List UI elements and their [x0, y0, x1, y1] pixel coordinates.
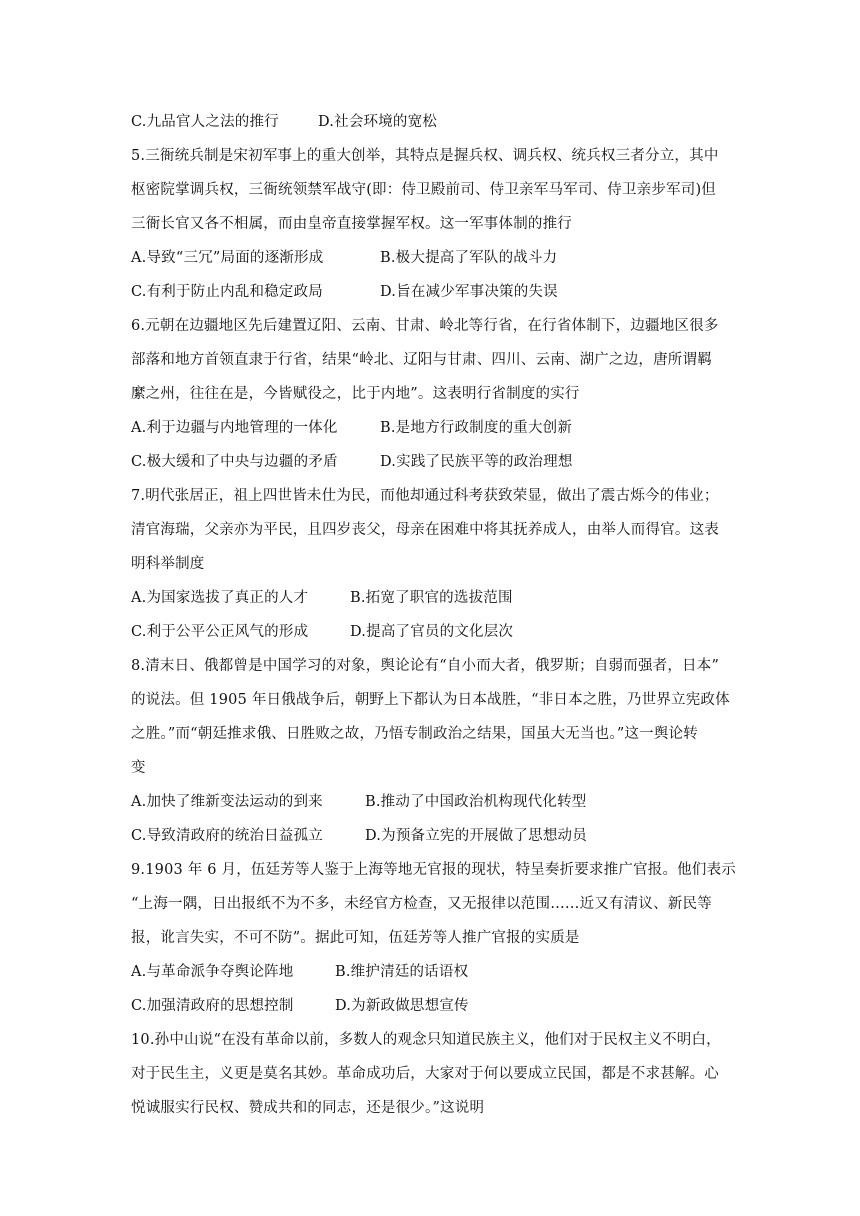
option-a: A.利于边疆与内地管理的一体化 — [131, 420, 338, 436]
question-6-text: 部落和地方首领直隶于行省，结果“岭北、辽阳与甘肃、四川、云南、湖广之边，唐所谓羁 — [131, 352, 712, 368]
option-a: A.为国家选拔了真正的人才 — [131, 590, 309, 606]
option-line — [131, 248, 558, 268]
question-7-text: 清官海瑞，父亲亦为平民，且四岁丧父，母亲在困难中将其抚养成人，由举人而得官。这表 — [131, 522, 719, 538]
question-8-text: 8.清末日、俄都曾是中国学习的对象，舆论论有“自小而大者，俄罗斯；自弱而强者，日本” — [131, 658, 720, 674]
option-d: D.为预备立宪的开展做了思想动员 — [365, 828, 587, 844]
question-10-text: 对于民生主，义更是莫名其妙。革命成功后，大家对于何以要成立民国，都是不求甚解。心 — [131, 1066, 719, 1082]
option-a: A.加快了维新变法运动的到来 — [131, 794, 323, 810]
question-5-text: 枢密院掌调兵权，三衙统领禁军战守(即：侍卫殿前司、侍卫亲军马军司、侍卫亲步军司)但 — [131, 182, 717, 198]
option-a: A.与革命派争夺舆论阵地 — [131, 964, 294, 980]
option-d: D.为新政做思想宣传 — [335, 998, 469, 1014]
question-9-text: 报，讹言失实，不可不防”。据此可知，伍廷芳等人推广官报的实质是 — [131, 930, 580, 946]
option-d: D.社会环境的宽松 — [318, 114, 438, 130]
question-6-text: 縻之州，往往在是，今皆赋役之，比于内地”。这表明行省制度的实行 — [131, 386, 580, 402]
option-line — [131, 792, 587, 812]
question-5-text: 三衙长官又各不相属，而由皇帝直接掌握军权。这一军事体制的推行 — [131, 216, 572, 232]
option-b: B.推动了中国政治机构现代化转型 — [365, 794, 587, 810]
option-a: A.导致“三冗”局面的逐渐形成 — [131, 250, 324, 266]
option-line — [131, 418, 573, 438]
option-c: C.导致清政府的统治日益孤立 — [131, 828, 323, 844]
option-b: B.拓宽了职官的选拔范围 — [350, 590, 513, 606]
option-c: C.有利于防止内乱和稳定政局 — [131, 284, 323, 300]
option-line — [131, 962, 469, 982]
option-b: B.极大提高了军队的战斗力 — [380, 250, 558, 266]
option-c: C.极大缓和了中央与边疆的矛盾 — [131, 454, 338, 470]
option-b: B.维护清廷的话语权 — [335, 964, 469, 980]
question-7-text: 明科举制度 — [131, 556, 205, 572]
question-7-text: 7.明代张居正，祖上四世皆未仕为民，而他却通过科考获致荣显，做出了震古烁今的伟业； — [131, 488, 719, 504]
question-8-text: 之胜。”而“朝廷推求俄、日胜败之故，乃悟专制政治之结果，国虽大无当也。”这一舆论转 — [131, 726, 698, 742]
option-c: C.利于公平公正风气的形成 — [131, 624, 309, 640]
option-line — [131, 112, 438, 132]
option-d: D.提高了官员的文化层次 — [350, 624, 514, 640]
question-9-text: 9.1903 年 6 月，伍廷芳等人鉴于上海等地无官报的现状，特呈奏折要求推广官报。他们表示 — [131, 862, 736, 878]
question-6-text: 6.元朝在边疆地区先后建置辽阳、云南、甘肃、岭北等行省，在行省体制下，边疆地区很多 — [131, 318, 719, 334]
option-line — [131, 622, 514, 642]
question-5-text: 5.三衙统兵制是宋初军事上的重大创举，其特点是握兵权、调兵权、统兵权三者分立，其中 — [131, 148, 719, 164]
question-10-text: 10.孙中山说“在没有革命以前，多数人的观念只知道民族主义，他们对于民权主义不明白， — [131, 1032, 721, 1048]
option-d: D.旨在减少军事决策的失误 — [380, 284, 558, 300]
option-line — [131, 452, 573, 472]
option-c: C.加强清政府的思想控制 — [131, 998, 294, 1014]
question-9-text: “上海一隅，日出报纸不为不多，未经官方检查，又无报律以范围……近又有清议、新民等 — [131, 896, 712, 912]
option-line — [131, 588, 513, 608]
option-c: C.九品官人之法的推行 — [131, 114, 279, 130]
question-8-text: 的说法。但 1905 年日俄战争后，朝野上下都认为日本战胜，“非日本之胜，乃世界立宪政体 — [131, 692, 730, 708]
option-b: B.是地方行政制度的重大创新 — [380, 420, 573, 436]
question-8-text: 变 — [131, 760, 146, 776]
option-d: D.实践了民族平等的政治理想 — [380, 454, 573, 470]
question-10-text: 悦诚服实行民权、赞成共和的同志，还是很少。”这说明 — [131, 1100, 485, 1116]
option-line — [131, 996, 469, 1016]
option-line — [131, 826, 587, 846]
option-line — [131, 282, 558, 302]
